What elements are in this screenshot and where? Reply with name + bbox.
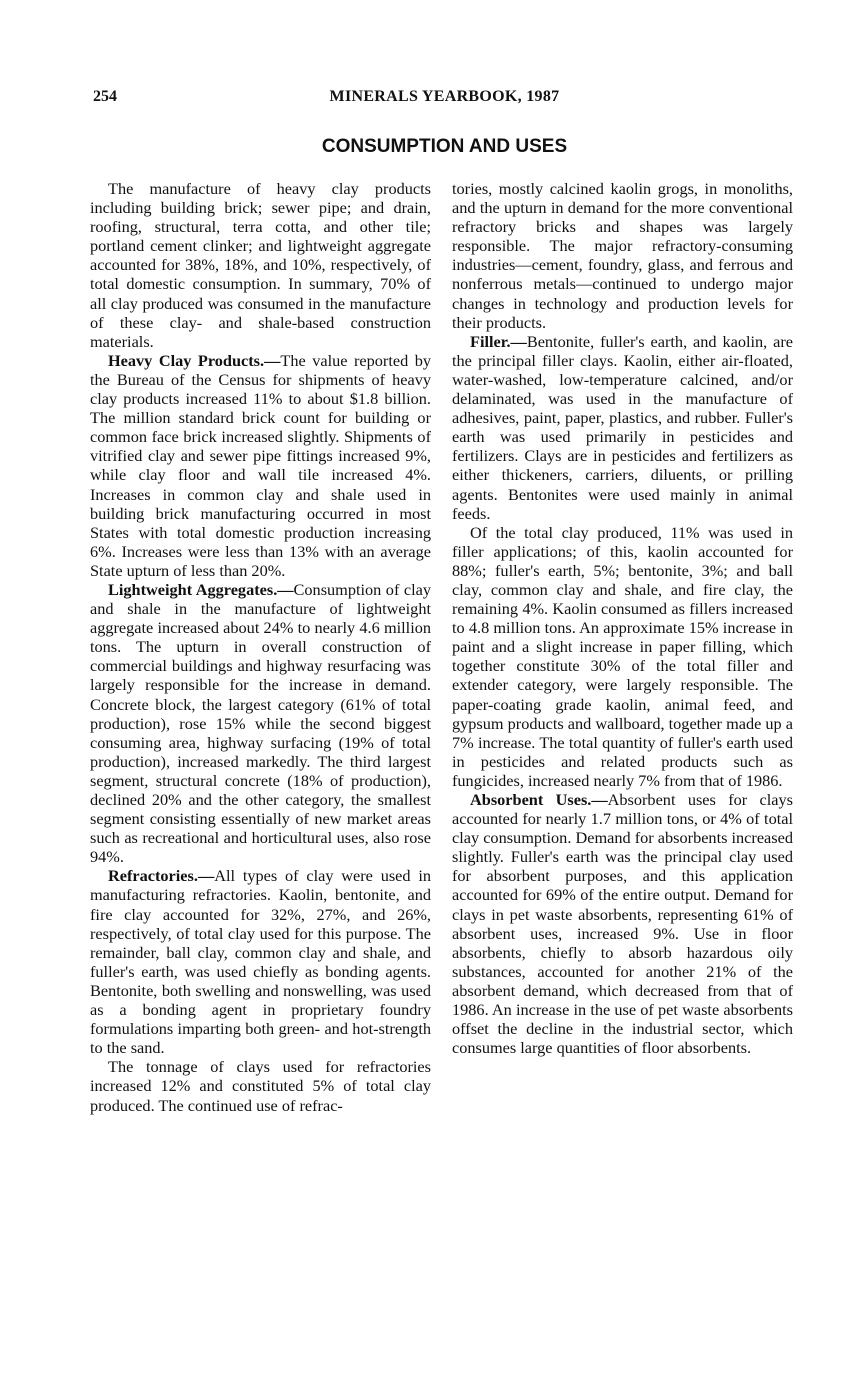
refractories-text: All types of clay were used in manufacturing refractories. Kaolin, bentonite, and fire clay accounted for 32%, 27%, and 26%, respectively, of total clay used for this purpose. The remainder, ball clay, common clay and shale, and fuller's earth, was used chiefly as bonding agents. Bentonite, both swelling and nonswelling, was used as a bonding agent in proprietary foundry formulations imparting both green- and hot-strength to the sand. (90, 866, 431, 1058)
right-column (452, 179, 793, 1057)
section-title: CONSUMPTION AND USES (321, 136, 568, 157)
absorbent-heading: Absorbent Uses.— (470, 790, 608, 809)
refractories-continued-paragraph: tories, mostly calcined kaolin grogs, in monoliths, and the upturn in demand for the more conventional refractory bricks and shapes was largely responsible. The major refractory-consuming industries—cement, foundry, glass, and ferrous and nonferrous metals—continued to undergo major changes in technology and production levels for their products. (452, 179, 793, 332)
heavy-clay-heading: Heavy Clay Products.— (108, 350, 281, 370)
refractories-paragraph (90, 866, 431, 1057)
intro-paragraph: The manufacture of heavy clay products including building brick; sewer pipe; and drain, roofing, structural, terra cotta, and other tile; portland cement clinker; and lightweight aggregate accounted for 38%, 18%, and 10%, respectively, of total domestic consumption. In summary, 70% of all clay produced was consumed in the manufacture of these clay- and shale-based construction materials. (90, 179, 431, 351)
filler-text: Bentonite, fuller's earth, and kaolin, are the principal filler clays. Kaolin, either air-floated, water-washed, low-temperature calcined, and/or delaminated, was used in the manufacture of adhesives, paint, paper, plastics, and rubber. Fuller's earth was used primarily in pesticides and fertilizers. Clays are in pesticides and fertilizers as either thickeners, carriers, diluents, or prilling agents. Bentonites were used mainly in animal feeds. (452, 331, 793, 523)
filler-paragraph (452, 332, 793, 523)
filler-heading: Filler.— (470, 331, 527, 351)
filler-share-paragraph: Of the total clay produced, 11% was used in filler applications; of this, kaolin accounted for 88%; fuller's earth, 5%; bentonite, 3%; and ball clay, common clay and shale, and fire clay, the remaining 4%. Kaolin consumed as fillers increased to 4.8 million tons. An approximate 15% increase in paint and a slight increase in paper filling, which together constitute 30% of the total filler and extender category, were largely responsible. The paper-coating grade kaolin, animal feed, and gypsum products and wallboard, together made up a 7% increase. The total quantity of fuller's earth used in pesticides and related products such as fungicides, increased nearly 7% from that of 1986. (452, 522, 793, 790)
refractories-heading: Refractories.— (108, 866, 215, 886)
left-column (90, 179, 431, 1115)
heavy-clay-text: The value reported by the Bureau of the Census for shipments of heavy clay products increased 11% to about $1.8 billion. The million standard brick count for building or common face brick increased slightly. Shipments of vitrified clay and sewer pipe fittings increased 9%, while clay floor and wall tile increased 4%. Increases in common clay and shale used in building brick manufacturing occurred in most States with total domestic production increasing 6%. Increases were less than 13% with an average State upturn of less than 20%. (90, 350, 432, 580)
lightweight-paragraph (90, 580, 431, 866)
tonnage-paragraph: The tonnage of clays used for refractories increased 12% and constituted 5% of total clay produced. The continued use of refrac- (90, 1057, 431, 1115)
absorbent-paragraph (452, 790, 793, 1057)
running-title: MINERALS YEARBOOK, 1987 (329, 88, 560, 105)
heavy-clay-paragraph (90, 351, 431, 580)
lightweight-text: Consumption of clay and shale in the manufacture of lightweight aggregate increased about 24% to nearly 4.6 million tons. The upturn in overall construction of commercial buildings and highway resurfacing was largely responsible for the increase in demand. Concrete block, the largest category (61% of total production), rose 15% while the second biggest consuming area, highway surfacing (19% of total production), increased markedly. The third largest segment, structural concrete (18% of production), declined 20% and the other category, the smallest segment consisting essentially of new market areas such as recreational and horticultural uses, also rose 94%. (90, 579, 431, 867)
absorbent-text: Absorbent uses for clays accounted for nearly 1.7 million tons, or 4% of total clay consumption. Demand for absorbents increased slightly. Fuller's earth was the principal clay used for absorbent purposes, and this application accounted for 69% of the entire output. Demand for clays in pet waste absorbents, representing 61% of absorbent uses, increased 9%. Use in floor absorbents, chiefly to absorb hazardous oily substances, accounted for another 21% of the absorbent demand, which decreased from that of 1986. An increase in the use of pet waste absorbents offset the decline in the industrial sector, which consumes large quantities of floor absorbents. (452, 790, 793, 1058)
lightweight-heading: Lightweight Aggregates.— (108, 579, 294, 599)
page-number: 254 (93, 88, 117, 105)
